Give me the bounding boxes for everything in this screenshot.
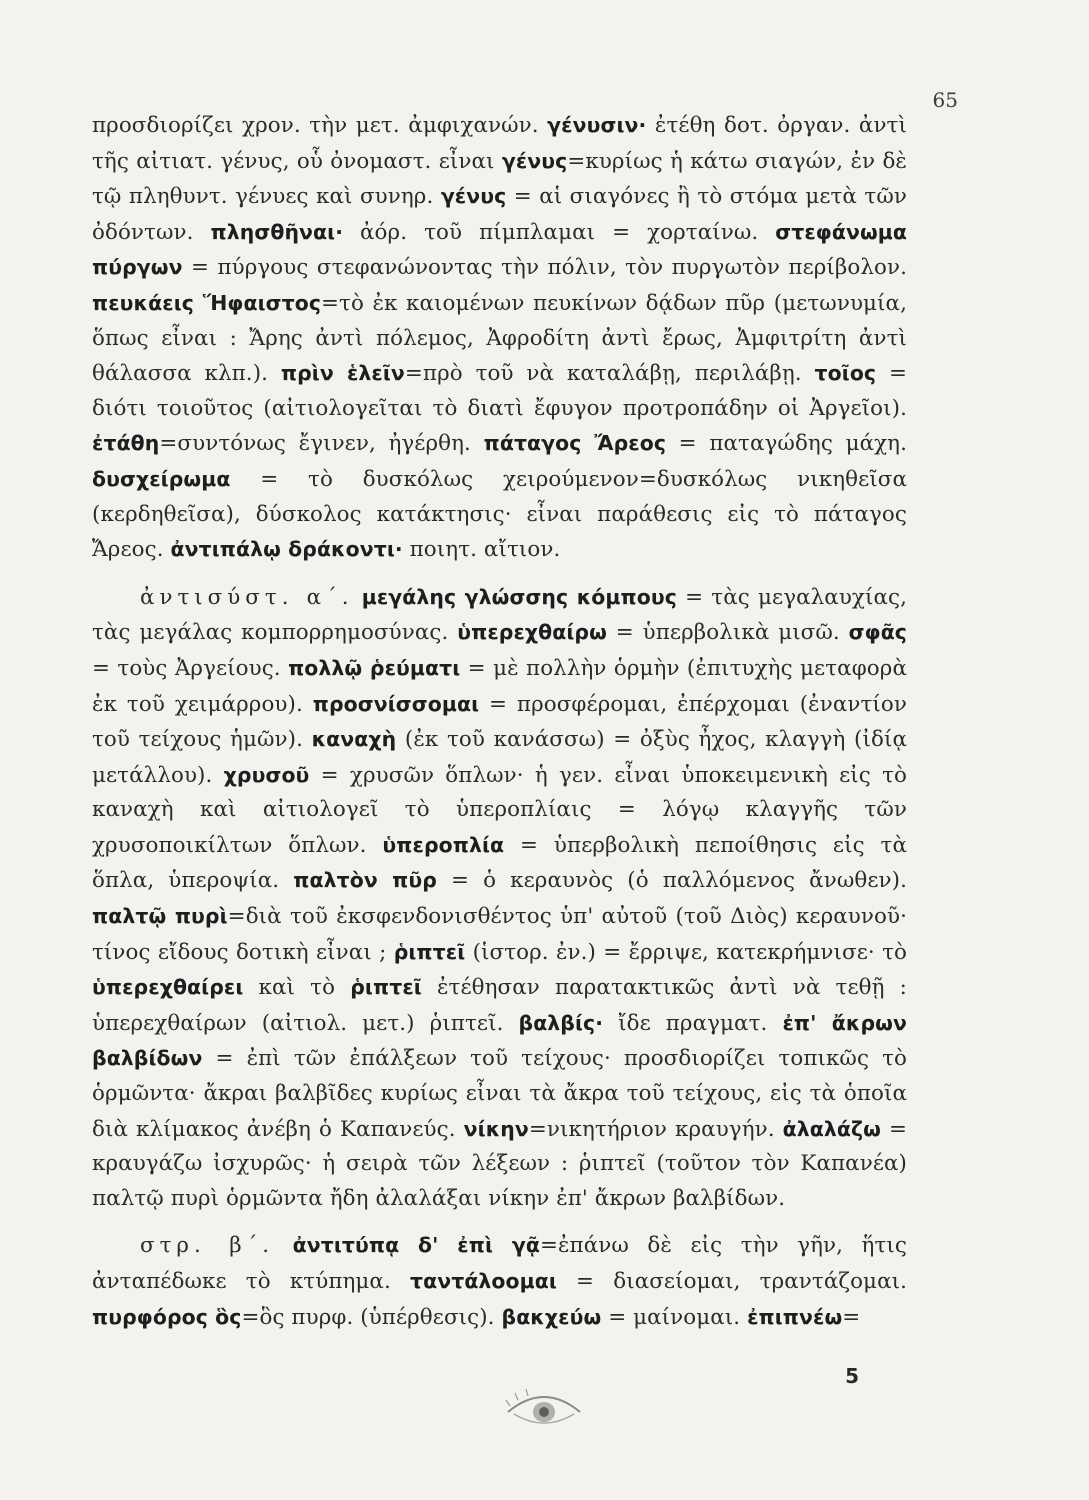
paragraph-strophe-b [92,1228,907,1335]
lemma-term: πευκάεις Ἥφαιστος [92,290,322,315]
lemma-term: παλτὸν πῦρ [293,868,437,893]
lemma-term: ταντάλοομαι [410,1269,557,1293]
page-number: 65 [932,88,958,112]
lemma-term: ἀντιπάλῳ δράκοντι· [170,537,403,562]
lemma-term: ῥιπτεῖ [393,939,466,964]
lemma-term: βαλβίς· [518,1010,604,1035]
lemma-term: δυσχείρωμα [92,466,231,491]
commentary-text: = μαίνομαι. [601,1304,748,1330]
section-label: ἀντισύστ. α΄. [140,584,354,610]
commentary-text: = πύργους στεφανώνοντας τὴν πόλιν, τὸν πυργωτὸν περίβολον. [182,255,907,281]
commentary-text [354,585,362,610]
lemma-term: τοῖος [814,361,877,386]
lemma-term: χρυσοῦ [223,762,310,787]
lemma-term: πολλῷ ῥεύματι [288,655,461,680]
lemma-term: ὑπεροπλία [382,832,505,857]
commentary-text: = τοὺς Ἀργείους. [92,655,289,681]
paragraph-strophe-commentary [92,108,907,568]
commentary-text: = [842,1304,861,1330]
lemma-term: ἐτάθη [92,431,160,456]
lemma-term: γένυς [501,148,568,173]
commentary-text: = προσφέρομαι, ἐπέρχομαι (ἐναντίον τοῦ τείχους ἡμῶν). [92,691,907,753]
commentary-text: = διότι τοιοῦτος (αἰτιολογεῖται τὸ διατὶ ἔφυγον προτροπάδην οἱ Ἀργεῖοι). [92,361,907,421]
lemma-term: σφᾶς [848,620,907,645]
commentary-text: = διασείομαι, τραντάζομαι. [556,1269,907,1294]
commentary-text: = παταγώδης μάχη. [666,431,907,457]
lemma-term: ὑπερεχθαίρει [92,975,244,1000]
commentary-text: = μὲ πολλὴν ὁρμὴν (ἐπιτυχὴς μεταφορὰ ἐκ τοῦ χειμάρρου). [92,655,907,717]
commentary-text: =πρὸ τοῦ νὰ καταλάβῃ, περιλάβῃ. [404,361,815,387]
commentary-text: ἴδε πραγματ. [603,1010,783,1036]
lemma-term: καναχὴ [311,727,397,752]
commentary-text: = τὰς μεγαλαυχίας, τὰς μεγάλας κομπορρημοσύνας. [92,584,908,646]
commentary-text: ποιητ. αἴτιον. [402,537,561,563]
commentary-text: =διὰ τοῦ ἐκσφενδονισθέντος ὑπ' αὐτοῦ (τοῦ Διὸς) κεραυνοῦ· τίνος εἴδους δοτικὴ εἶναι ; [92,904,907,965]
commentary-text: = κραυγάζω ἰσχυρῶς· ἡ σειρὰ τῶν λέξεων : ῥιπτεῖ (τοῦτον τὸν Καπανέα) παλτῷ πυρὶ ὁρμῶντα ἤδη ἀλαλάξαι νίκην ἐπ' ἄκρων βαλβίδων. [92,1116,907,1211]
lemma-term: πλησθῆναι· [210,219,344,244]
lemma-term: πάταγος Ἄρεος [483,431,667,456]
paragraph-antistrophe-a [92,580,907,1217]
lemma-term: παλτῷ πυρὶ [92,904,228,929]
commentary-text: ἀόρ. τοῦ πίμπλαμαι = χορταίνω. [343,219,776,245]
lemma-term: γένυς [440,184,507,209]
commentary-text [274,1233,293,1258]
lemma-term: ὑπερεχθαίρω [457,620,607,645]
commentary-text: =συντόνως ἔγινεν, ἠγέρθη. [159,431,484,457]
lemma-term: στεφάνωμα πύργων [92,219,907,280]
lemma-term: νίκην [463,1116,529,1141]
commentary-text: =κυρίως ἡ κάτω σιαγών, ἐν δὲ τῷ πληθυντ. γένυες καὶ συνηρ. [92,148,907,210]
lemma-term: μεγάλης γλώσσης κόμπους [361,584,677,609]
eye-stamp-icon [504,1388,584,1438]
commentary-text: =τὸ ἐκ καιομένων πευκίνων δᾴδων πῦρ (μετωνυμία, ὅπως εἶναι : Ἄρης ἀντὶ πόλεμος, Ἀφροδίτη ἀντὶ ἔρως, Ἀμφιτρίτη ἀντὶ θάλασσα κλπ.). [92,290,907,387]
commentary-text: καὶ τὸ [243,975,351,1001]
commentary-text: =ἐπάνω δὲ εἰς τὴν γῆν, ἥτις ἀνταπέδωκε τὸ κτύπημα. [92,1233,907,1294]
signature-mark: 5 [845,1364,859,1388]
lemma-term: ῥιπτεῖ [350,975,422,1000]
lemma-term: πυρφόρος ὃς [92,1304,242,1329]
lemma-term: ἀντιτύπᾳ δ' ἐπὶ γᾷ [292,1233,540,1258]
commentary-text: προσδιορίζει χρον. τὴν μετ. ἀμφιχανών. [92,113,548,138]
lemma-term: ἐπ' ἄκρων βαλβίδων [92,1010,907,1071]
lemma-term: προσνίσσομαι [312,691,480,716]
lemma-term: γένυσιν· [547,113,647,137]
commentary-text: (ἐκ τοῦ κανάσσω) = ὀξὺς ἦχος, κλαγγὴ (ἰδίᾳ μετάλλου). [92,727,908,788]
lemma-term: ἀλαλάζω [782,1116,881,1141]
commentary-text: = ὁ κεραυνὸς (ὁ παλλόμενος ἄνωθεν). [436,868,907,894]
commentary-text: =νικητήριον κραυγήν. [528,1116,783,1142]
commentary-text: = χρυσῶν ὅπλων· ἡ γεν. εἶναι ὑποκειμενικὴ εἰς τὸ καναχὴ καὶ αἰτιολογεῖ τὸ ὑπεροπλίαις = λόγῳ κλαγγῆς τῶν χρυσοποικίλτων ὅπλων. [92,762,907,858]
commentary-text: (ἱστορ. ἐν.) = ἔρριψε, κατεκρήμνισε· τὸ [465,939,907,965]
commentary-text: = ὑπερβολικὴ πεποίθησις εἰς τὰ ὅπλα, ὑπεροψία. [92,832,907,894]
lemma-term: ἐπιπνέω [747,1304,843,1329]
commentary-text: =ὃς πυρφ. (ὑπέρθεσις). [241,1304,502,1330]
commentary-text: = τὸ δυσκόλως χειρούμενον=δυσκόλως νικηθεῖσα (κερδηθεῖσα), δύσκολος κατάκτησις· εἶναι παράθεσις εἰς τὸ πάταγος Ἄρεος. [92,466,907,563]
commentary-text: = ὑπερβολικὰ μισῶ. [606,620,849,646]
page-body [92,108,907,1335]
section-label: στρ. β΄. [140,1233,275,1259]
commentary-text: ἐτέθη δοτ. ὀργαν. ἀντὶ τῆς αἰτιατ. γένυς, οὗ ὀνομαστ. εἶναι [92,113,907,174]
commentary-text: = ἐπὶ τῶν ἐπάλξεων τοῦ τείχους· προσδιορίζει τοπικῶς τὸ ὁρμῶντα· ἄκραι βαλβῖδες κυρίως εἶναι τὰ ἄκρα τοῦ τείχους, εἰς τὰ ὁποῖα διὰ κλίμακος ἀνέβη ὁ Καπανεύς. [92,1046,907,1142]
lemma-term: πρὶν ἑλεῖν [280,361,405,386]
lemma-term: βακχεύω [501,1304,602,1329]
commentary-text: = αἱ σιαγόνες ἢ τὸ στόμα μετὰ τῶν ὀδόντων. [92,184,907,245]
commentary-text: ἐτέθησαν παρατακτικῶς ἀντὶ νὰ τεθῇ : ὑπερεχθαίρων (αἰτιολ. μετ.) ῥιπτεῖ. [92,975,907,1036]
